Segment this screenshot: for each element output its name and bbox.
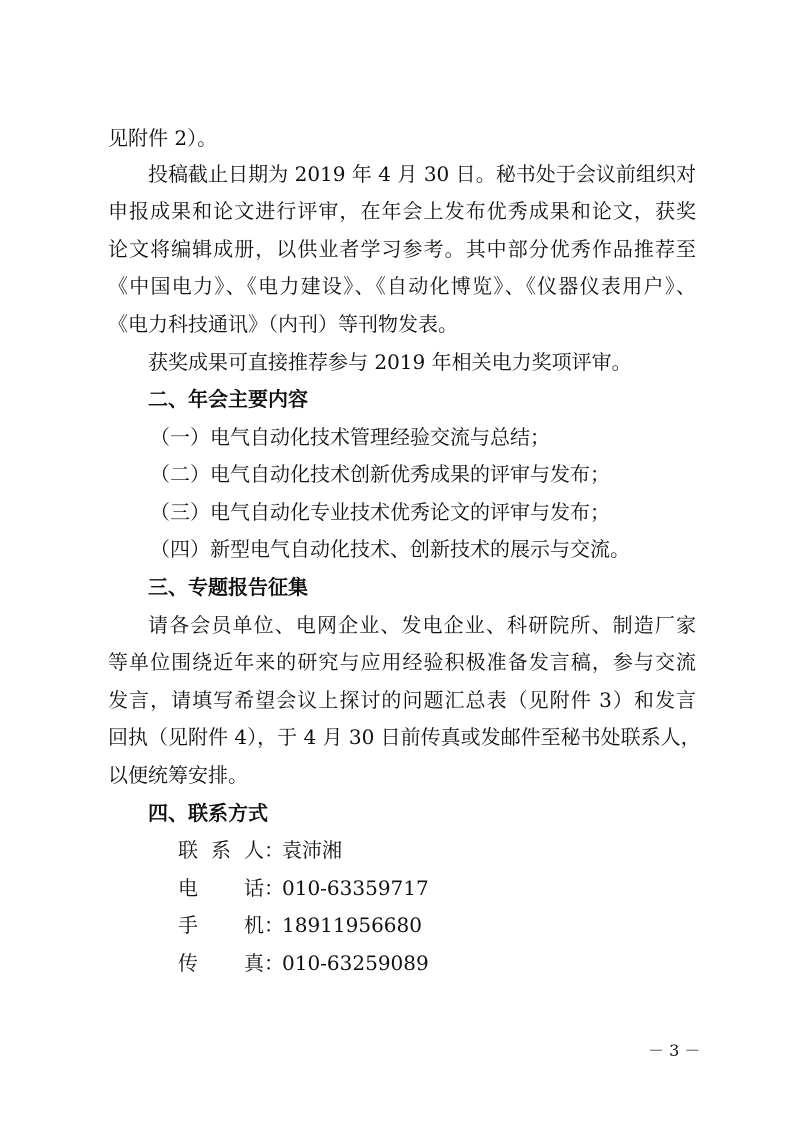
list-item: （三）电气自动化专业技术优秀论文的评审与发布； [150,500,610,524]
contact-value: 010-63359717 [282,876,429,900]
list-item: （一）电气自动化技术管理经验交流与总结； [150,425,550,449]
contact-colon: ： [264,951,284,975]
contact-colon: ： [264,913,284,937]
paragraph-line: 见附件 2）。 [108,126,218,150]
paragraph-line: 等单位围绕近年来的研究与应用经验积极准备发言稿，参与交流 [108,650,696,674]
paragraph-line: 发言，请填写希望会议上探讨的问题汇总表（见附件 3）和发言 [108,688,696,712]
contact-value: 袁沛湘 [282,838,342,862]
contact-label: 手机 [178,913,264,937]
section-heading: 二、年会主要内容 [148,387,308,411]
section-heading: 三、专题报告征集 [148,575,308,599]
contact-label: 联系人 [178,838,264,862]
paragraph-line: 获奖成果可直接推荐参与 2019 年相关电力奖项评审。 [148,350,632,374]
contact-value: 010-63259089 [282,951,429,975]
paragraph-line: 《电力科技通讯》（内刊）等刊物发表。 [108,312,458,336]
paragraph-line: 投稿截止日期为 2019 年 4 月 30 日。秘书处于会议前组织对 [148,162,696,186]
contact-row-phone [178,874,429,902]
list-item: （四）新型电气自动化技术、创新技术的展示与交流。 [150,537,630,561]
contact-row-mobile [178,911,422,939]
contact-label: 电话 [178,876,264,900]
contact-colon: ： [264,876,284,900]
paragraph-line: 论文将编辑成册，以供业者学习参考。其中部分优秀作品推荐至 [108,237,696,261]
contact-label: 传真 [178,951,264,975]
paragraph-line: 以便统筹安排。 [108,763,248,787]
paragraph-line: 请各会员单位、电网企业、发电企业、科研院所、制造厂家 [148,613,696,637]
contact-row-fax [178,949,429,977]
contact-colon: ： [264,838,284,862]
paragraph-line: 回执（见附件 4），于 4 月 30 日前传真或发邮件至秘书处联系人， [108,725,701,749]
contact-row-person [178,836,342,864]
page-number: － 3 － [648,1041,701,1060]
contact-value: 18911956680 [282,913,422,937]
section-heading: 四、联系方式 [148,801,268,825]
paragraph-line: 申报成果和论文进行评审，在年会上发布优秀成果和论文，获奖 [108,199,696,223]
list-item: （二）电气自动化技术创新优秀成果的评审与发布； [150,462,610,486]
paragraph-line: 《中国电力》、《电力建设》、《自动化博览》、《仪器仪表用户》、 [108,274,696,298]
